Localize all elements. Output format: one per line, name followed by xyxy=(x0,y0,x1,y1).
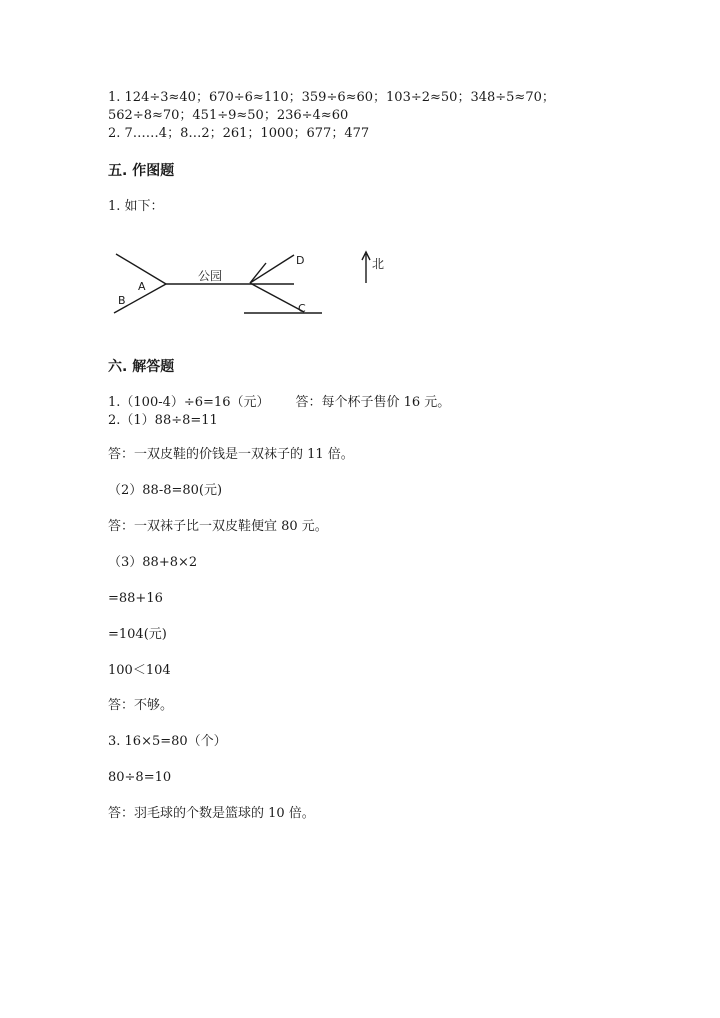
q2-step-1: =88+16 xyxy=(108,591,163,606)
section-heading-drawing: 五. 作图题 xyxy=(108,163,175,179)
map-branch-c xyxy=(250,283,304,312)
q2-answer-3: 答：不够。 xyxy=(108,698,174,713)
q3-answer: 答：羽毛球的个数是篮球的 10 倍。 xyxy=(108,806,315,821)
route-map-figure xyxy=(108,240,408,324)
q1-answer: 答：每个杯子售价 16 元。 xyxy=(295,395,451,410)
q3-calculation: 3. 16×5=80（个） xyxy=(108,734,227,749)
q2-part-3: （3）88+8×2 xyxy=(108,555,198,570)
q3-step: 80÷8=10 xyxy=(108,770,172,785)
q1-line xyxy=(108,394,450,412)
map-label-a: A xyxy=(138,280,146,293)
answer-line-1: 1. 124÷3≈40；670÷6≈110；359÷6≈60；103÷2≈50；348÷5≈70； xyxy=(108,90,555,105)
q2-part-2: （2）88-8=80(元) xyxy=(108,483,223,498)
map-label-park: 公园 xyxy=(198,269,223,283)
q2-compare: 100＜104 xyxy=(108,663,171,678)
map-branch-d xyxy=(250,255,294,283)
map-label-d: D xyxy=(296,254,305,267)
answer-line-3: 2. 7……4；8…2；261；1000；677；477 xyxy=(108,126,370,141)
answer-line-2: 562÷8≈70；451÷9≈50；236÷4≈60 xyxy=(108,108,349,123)
q2-step-2: =104(元) xyxy=(108,627,167,642)
map-label-c: C xyxy=(298,302,306,315)
map-branch-d-short xyxy=(250,263,266,283)
q2-part-1: 2.（1）88÷8=11 xyxy=(108,413,218,428)
drawing-item-1: 1. 如下： xyxy=(108,199,164,214)
q2-answer-1: 答：一双皮鞋的价钱是一双袜子的 11 倍。 xyxy=(108,447,354,462)
q2-answer-2: 答：一双袜子比一双皮鞋便宜 80 元。 xyxy=(108,519,328,534)
section-heading-solutions: 六. 解答题 xyxy=(108,359,175,375)
map-label-b: B xyxy=(118,294,126,307)
q1-calculation: 1.（100-4）÷6=16（元） xyxy=(108,395,270,410)
map-label-north: 北 xyxy=(372,257,385,271)
